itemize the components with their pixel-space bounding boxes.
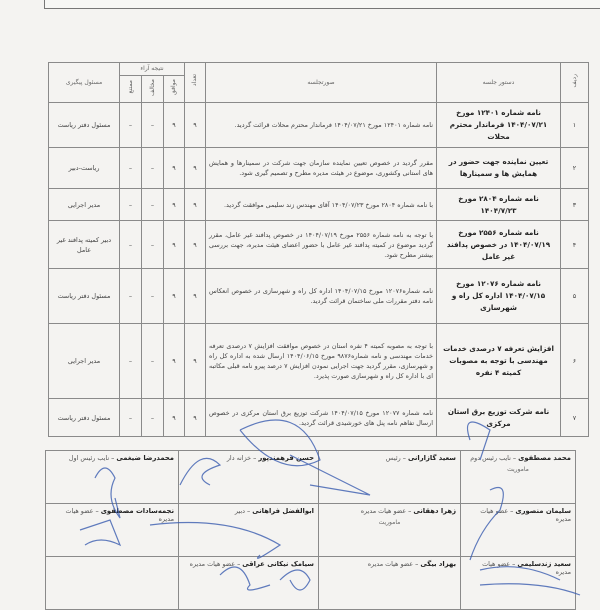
responsible-cell: ریاست-دبیر — [49, 148, 120, 189]
yes-votes-cell: ۹ — [164, 189, 185, 221]
signer-name: سیامک نیکانی عراقی — [242, 560, 314, 568]
agenda-cell: تعیین نماینده جهت حضور در همایش ها و سمینارها — [437, 148, 561, 189]
yes-votes-cell: ۹ — [164, 148, 185, 189]
signature-cell — [461, 557, 576, 610]
yes-votes-cell: ۹ — [164, 269, 185, 324]
signature-cell — [46, 557, 179, 610]
minutes-cell: مقرر گردید در خصوص تعیین نماینده سازمان جهت شرکت در سمینارها و همایش های استانی وکشوری، موضوع در هیئت مدیره مطرح و تصمیم گیری شود. — [206, 148, 437, 189]
table-row — [49, 324, 589, 399]
count-cell: ۹ — [185, 399, 206, 437]
header-agenda: دستور جلسه — [437, 63, 561, 103]
signature-cell — [179, 557, 319, 610]
minutes-cell: با نامه شماره ۲۸۰۴ مورخ ۱۴۰۴/۰۷/۲۳ آقای مهندس زند سلیمی موافقت گردید. — [206, 189, 437, 221]
responsible-cell: مسئول دفتر ریاست — [49, 103, 120, 148]
no-votes-cell: – — [142, 399, 164, 437]
signature-cell — [461, 451, 576, 504]
responsible-cell: مسئول دفتر ریاست — [49, 399, 120, 437]
table-row — [49, 269, 589, 324]
responsible-cell: مدیر اجرایی — [49, 324, 120, 399]
signer-name: سلیمان منصوری — [515, 507, 571, 515]
separator: – — [510, 560, 518, 568]
signer-name: بهزاد بیگی — [420, 560, 456, 568]
header-responsible: مسئول پیگیری — [49, 63, 120, 103]
no-votes-cell: – — [142, 269, 164, 324]
signer-role: عضو هیات مدیره — [480, 507, 571, 523]
header-yes: موافق — [164, 76, 185, 103]
row-number: ۵ — [561, 269, 589, 324]
minutes-cell: نامه شماره ۱۲۴۰۱ مورخ ۱۴۰۴/۰۷/۲۱ فرماندار محترم محلات قرائت گردید. — [206, 103, 437, 148]
separator: – — [508, 507, 516, 515]
signer-name: نجمه‌سادات مصطفوی — [100, 507, 174, 515]
signer-role: دبیر — [234, 507, 245, 515]
separator: – — [413, 560, 421, 568]
agenda-cell: افزایش تعرفه ۷ درصدی خدمات مهندسی با توجه به مصوبات کمیته ۴ نفره — [437, 324, 561, 399]
signature-cell — [319, 504, 461, 557]
count-cell: ۹ — [185, 189, 206, 221]
separator: – — [235, 560, 243, 568]
count-cell: ۹ — [185, 324, 206, 399]
separator: – — [251, 454, 259, 462]
abstain-votes-cell: – — [120, 189, 142, 221]
signer-role: عضو هیات مدیره — [189, 560, 236, 568]
row-number: ۲ — [561, 148, 589, 189]
table-row — [49, 221, 589, 269]
row-number: ۱ — [561, 103, 589, 148]
separator: – — [400, 454, 408, 462]
signer-name: زهرا دهقانی — [413, 507, 456, 515]
row-number: ۴ — [561, 221, 589, 269]
no-votes-cell: – — [142, 189, 164, 221]
count-cell: ۹ — [185, 269, 206, 324]
abstain-votes-cell: – — [120, 103, 142, 148]
header-no: مخالف — [142, 76, 164, 103]
agenda-cell: نامه شماره ۲۵۵۶ مورخ ۱۴۰۴/۰۷/۱۹ در خصوص پدافند غیر عامل — [437, 221, 561, 269]
signatures-table — [45, 450, 576, 610]
table-row — [49, 103, 589, 148]
signature-cell — [179, 451, 319, 504]
no-votes-cell: – — [142, 148, 164, 189]
signature-cell — [179, 504, 319, 557]
abstain-votes-cell: – — [120, 148, 142, 189]
signer-note: ماموریت — [507, 466, 529, 473]
signer-role: رئیس — [385, 454, 401, 462]
separator: – — [244, 507, 253, 515]
signature-cell — [319, 451, 461, 504]
abstain-votes-cell: – — [120, 269, 142, 324]
agenda-cell: نامه شماره ۲۸۰۴ مورخ ۱۴۰۴/۷/۲۳ — [437, 189, 561, 221]
yes-votes-cell: ۹ — [164, 221, 185, 269]
signer-role: عضو هیات مدیره — [360, 507, 407, 515]
responsible-cell: مسئول دفتر ریاست — [49, 269, 120, 324]
abstain-votes-cell: – — [120, 399, 142, 437]
row-number: ۶ — [561, 324, 589, 399]
responsible-cell: دبیر کمیته پدافند غیر عامل — [49, 221, 120, 269]
separator: – — [406, 507, 414, 515]
minutes-cell: نامه شماره۱۲۰۷۶ مورخ ۱۴۰۴/۰۷/۱۵ اداره کل راه و شهرسازی در خصوص انعکاس نامه دفتر مقررات ملی ساختمان قرائت گردید. — [206, 269, 437, 324]
agenda-cell: نامه شماره ۱۲۴۰۱ مورخ ۱۴۰۴/۰۷/۲۱ فرماندار محترم محلات — [437, 103, 561, 148]
table-row — [49, 148, 589, 189]
signer-role: نایب رئیس اول — [68, 454, 110, 462]
yes-votes-cell: ۹ — [164, 399, 185, 437]
header-abstain: ممتنع — [120, 76, 142, 103]
signer-role: عضو هیات مدیره — [367, 560, 414, 568]
no-votes-cell: – — [142, 221, 164, 269]
row-number: ۳ — [561, 189, 589, 221]
count-cell: ۹ — [185, 103, 206, 148]
signer-name: ابوالفضل فراهانی — [252, 507, 314, 515]
abstain-votes-cell: – — [120, 221, 142, 269]
responsible-cell: مدیر اجرایی — [49, 189, 120, 221]
signature-row — [46, 557, 576, 610]
minutes-table — [48, 62, 589, 437]
header-row-number: ردیف — [561, 63, 589, 103]
signer-note: ماموریت — [378, 519, 401, 526]
no-votes-cell: – — [142, 103, 164, 148]
signer-name: سعید زندسلیمی — [517, 560, 571, 568]
abstain-votes-cell: – — [120, 324, 142, 399]
count-cell: ۹ — [185, 148, 206, 189]
signature-cell — [461, 504, 576, 557]
separator: – — [510, 454, 519, 462]
separator: – — [93, 507, 101, 515]
signer-role: عضو هیات مدیره — [65, 507, 174, 523]
table-row — [49, 189, 589, 221]
separator: – — [109, 454, 117, 462]
header-minutes: صورتجلسه — [206, 63, 437, 103]
yes-votes-cell: ۹ — [164, 103, 185, 148]
agenda-cell: نامه شرکت توزیع برق استان مرکزی — [437, 399, 561, 437]
signer-role: نایب رئیس دوم — [470, 454, 511, 462]
yes-votes-cell: ۹ — [164, 324, 185, 399]
minutes-cell: با توجه به نامه شماره ۲۵۵۶ مورخ ۱۴۰۴/۰۷/۱۹ در خصوص پدافند غیر عامل، مقرر گردید موضوع در کمیته پدافند غیر عامل با حضور اعضای هیئت مدیره، جهت بررسی بیشتر مطرح شود. — [206, 221, 437, 269]
signature-cell — [46, 451, 179, 504]
signer-name: محمدرضا ضیغمی — [116, 454, 174, 462]
signer-role: خزانه دار — [226, 454, 252, 462]
signer-role: عضو هیات مدیره — [482, 560, 571, 576]
no-votes-cell: – — [142, 324, 164, 399]
row-number: ۷ — [561, 399, 589, 437]
signature-row — [46, 451, 576, 504]
signature-cell — [319, 557, 461, 610]
minutes-cell: با توجه به مصوبه کمیته ۴ نفره استان در خصوص موافقت افزایش ۷ درصدی تعرفه خدمات مهندسی و نامه شماره۹۸۷۶ مورخ ۱۴۰۴/۰۶/۱۵ ارسال شده به اداره کل راه و شهرسازی، مقرر گردید جهت اجرایی نمودن افزایش ۷ درصد پیرو نامه قبلی مکاتبه ای با اداره کل راه و شهرسازی صورت پذیرد. — [206, 324, 437, 399]
signer-name: محمد مصطفوی — [518, 454, 571, 462]
minutes-cell: نامه شماره ۱۲۰۷۷ مورخ ۱۴۰۴/۰۷/۱۵ شرکت توزیع برق استان مرکزی در خصوص ارسال تفاهم نامه پنل های خورشیدی قرائت گردید. — [206, 399, 437, 437]
header-count: تعداد — [185, 63, 206, 103]
table-row — [49, 399, 589, 437]
signature-cell — [46, 504, 179, 557]
header-box — [44, 0, 600, 9]
signer-name: حسن فرهمندپور — [258, 454, 314, 462]
signature-row — [46, 504, 576, 557]
header-votes: نتیجه آراء — [120, 63, 185, 76]
agenda-cell: نامه شماره ۱۲۰۷۶ مورخ ۱۴۰۴/۰۷/۱۵ اداره کل راه و شهرسازی — [437, 269, 561, 324]
signer-name: سعید گازارانی — [407, 454, 456, 462]
count-cell: ۹ — [185, 221, 206, 269]
